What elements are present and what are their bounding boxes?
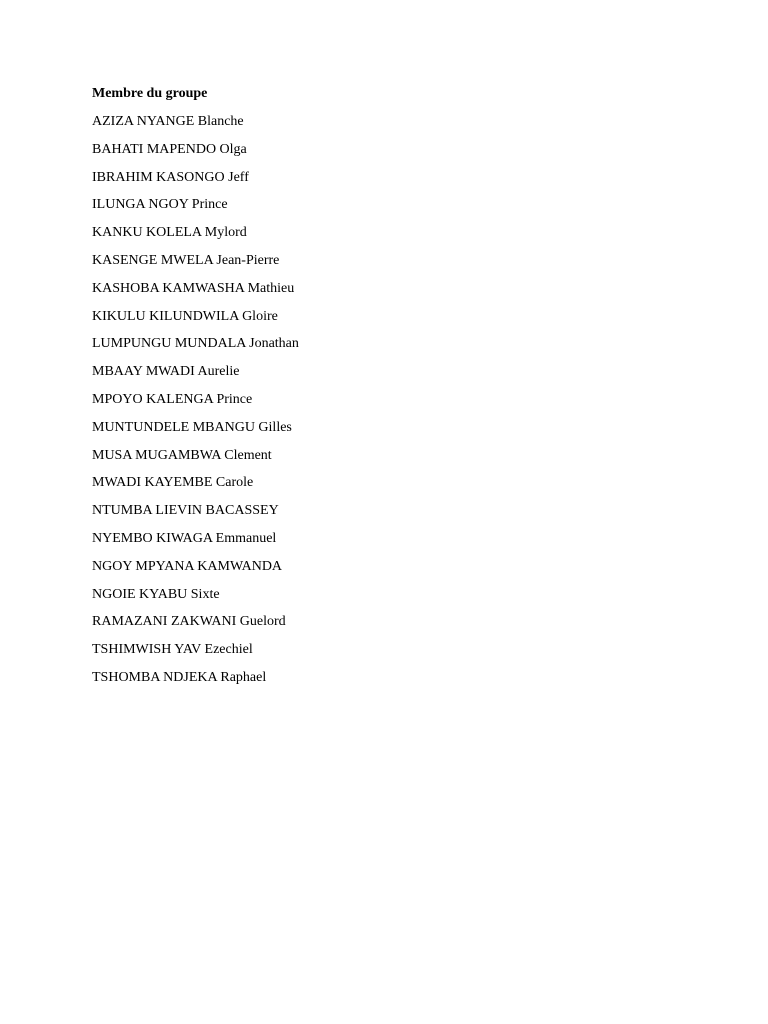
member-name: ILUNGA NGOY Prince	[92, 197, 228, 213]
member-name: AZIZA NYANGE Blanche	[92, 114, 244, 129]
member-name: IBRAHIM KASONGO Jeff	[92, 169, 249, 185]
member-name: MPOYO KALENGA Prince	[92, 391, 253, 407]
member-name: TSHOMBA NDJEKA Raphael	[92, 669, 267, 685]
member-name: RAMAZANI ZAKWANI Guelord	[92, 614, 286, 630]
member-name: NYEMBO KIWAGA Emmanuel	[92, 530, 277, 546]
member-name: KASENGE MWELA Jean-Pierre	[92, 252, 280, 268]
member-name: KIKULU KILUNDWILA Gloire	[92, 308, 278, 324]
member-name: MUSA MUGAMBWA Clement	[92, 447, 272, 463]
member-name: KASHOBA KAMWASHA Mathieu	[92, 280, 295, 296]
member-name: MWADI KAYEMBE Carole	[92, 475, 254, 491]
member-name: MUNTUNDELE MBANGU Gilles	[92, 419, 292, 435]
member-list	[92, 112, 692, 688]
member-name: KANKU KOLELA Mylord	[92, 225, 247, 241]
member-name: TSHIMWISH YAV Ezechiel	[92, 642, 253, 658]
document-content	[92, 84, 692, 696]
member-name: NGOY MPYANA KAMWANDA	[92, 558, 283, 574]
member-name: NGOIE KYABU Sixte	[92, 586, 220, 602]
member-name: BAHATI MAPENDO Olga	[92, 141, 247, 157]
member-name: NTUMBA LIEVIN BACASSEY	[92, 503, 279, 519]
member-name: MBAAY MWADI Aurelie	[92, 364, 240, 380]
member-name: LUMPUNGU MUNDALA Jonathan	[92, 336, 299, 352]
group-heading: Membre du groupe	[92, 86, 208, 101]
